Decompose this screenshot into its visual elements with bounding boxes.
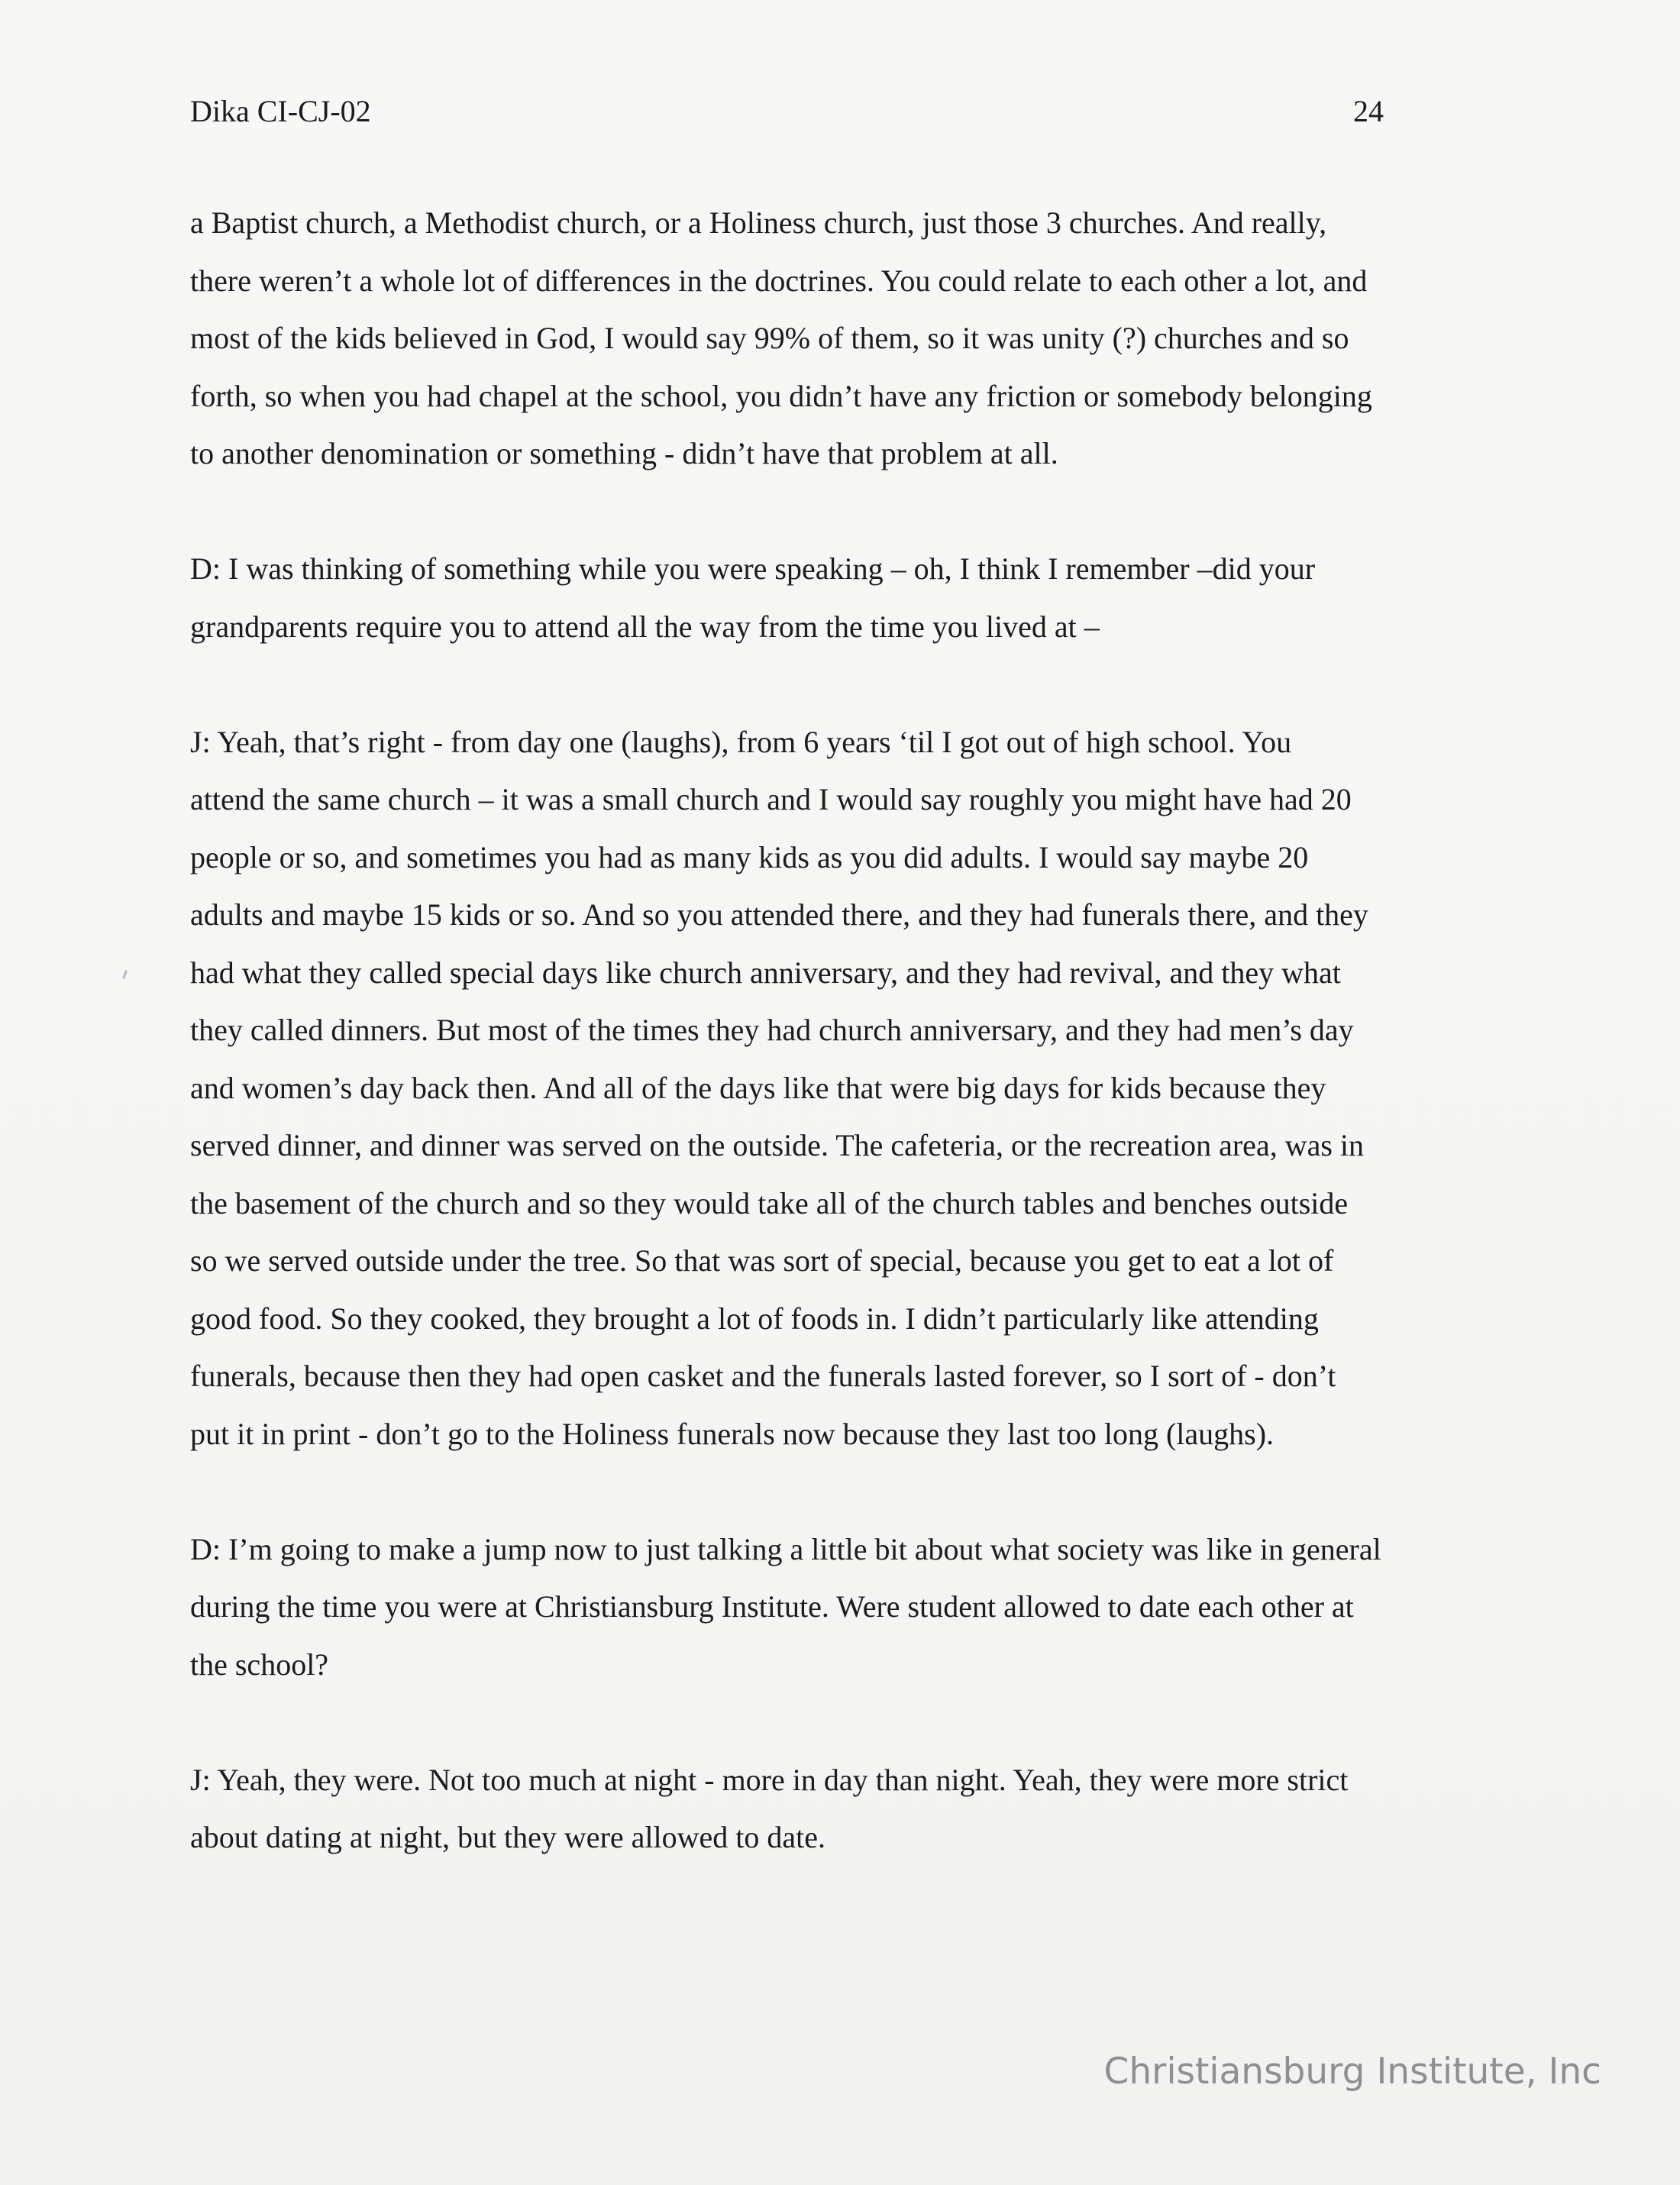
text-line: most of the kids believed in God, I would say 99% of them, so it was unity (?) churches and so: [190, 321, 1349, 355]
text-line: the basement of the church and so they would take all of the church tables and benches outside: [190, 1185, 1349, 1220]
text-line: about dating at night, but they were allowed to date.: [190, 1820, 825, 1854]
paragraph-spacer: [190, 655, 1504, 713]
text-line: during the time you were at Christiansburg Institute. Were student allowed to date each other at: [190, 1589, 1354, 1624]
text-line: grandparents require you to attend all the way from the time you lived at –: [190, 609, 1100, 644]
text-line: had what they called special days like church anniversary, and they had revival, and they what: [190, 955, 1341, 990]
paragraph-4: [190, 1521, 1504, 1694]
paragraph-5: [190, 1751, 1504, 1867]
text-line: the school?: [190, 1647, 329, 1682]
paragraph-3: [190, 713, 1504, 1463]
text-line: good food. So they cooked, they brought a lot of foods in. I didn’t particularly like attending: [190, 1301, 1319, 1336]
transcript-body: [190, 194, 1504, 1867]
text-line: D: I’m going to make a jump now to just talking a little bit about what society was like in general: [190, 1531, 1381, 1566]
paragraph-2: [190, 540, 1504, 655]
page-number: 24: [1353, 94, 1384, 128]
paragraph-spacer: [190, 1463, 1504, 1521]
paragraph-spacer: [190, 1693, 1504, 1751]
text-line: adults and maybe 15 kids or so. And so you attended there, and they had funerals there, and they: [190, 897, 1368, 932]
text-line: D: I was thinking of something while you were speaking – oh, I think I remember –did your: [190, 551, 1316, 586]
text-line: people or so, and sometimes you had as many kids as you did adults. I would say maybe 20: [190, 839, 1309, 874]
text-line: there weren’t a whole lot of differences in the doctrines. You could relate to each other a lot, and: [190, 263, 1368, 298]
text-line: to another denomination or something - didn’t have that problem at all.: [190, 436, 1058, 470]
paper-speck: [122, 970, 128, 979]
text-line: J: Yeah, they were. Not too much at night - more in day than night. Yeah, they were more strict: [190, 1762, 1349, 1797]
text-line: forth, so when you had chapel at the school, you didn’t have any friction or somebody belonging: [190, 378, 1372, 413]
text-line: a Baptist church, a Methodist church, or a Holiness church, just those 3 churches. And really,: [190, 205, 1327, 240]
document-id: Dika CI-CJ-02: [190, 94, 371, 128]
text-line: served dinner, and dinner was served on the outside. The cafeteria, or the recreation area, was in: [190, 1128, 1365, 1162]
text-line: funerals, because then they had open casket and the funerals lasted forever, so I sort of - don’t: [190, 1359, 1336, 1393]
text-line: J: Yeah, that’s right - from day one (laughs), from 6 years ‘til I got out of high school. You: [190, 724, 1292, 759]
text-line: they called dinners. But most of the times they had church anniversary, and they had men’s day: [190, 1013, 1354, 1047]
paragraph-1: [190, 194, 1504, 483]
text-line: attend the same church – it was a small church and I would say roughly you might have had 20: [190, 782, 1352, 816]
paragraph-spacer: [190, 483, 1504, 541]
text-line: and women’s day back then. And all of the days like that were big days for kids because they: [190, 1070, 1326, 1105]
text-line: so we served outside under the tree. So that was sort of special, because you get to eat a lot of: [190, 1243, 1334, 1278]
text-line: put it in print - don’t go to the Holiness funerals now because they last too long (laughs).: [190, 1416, 1275, 1451]
watermark: Christiansburg Institute, Inc: [1103, 2051, 1601, 2093]
